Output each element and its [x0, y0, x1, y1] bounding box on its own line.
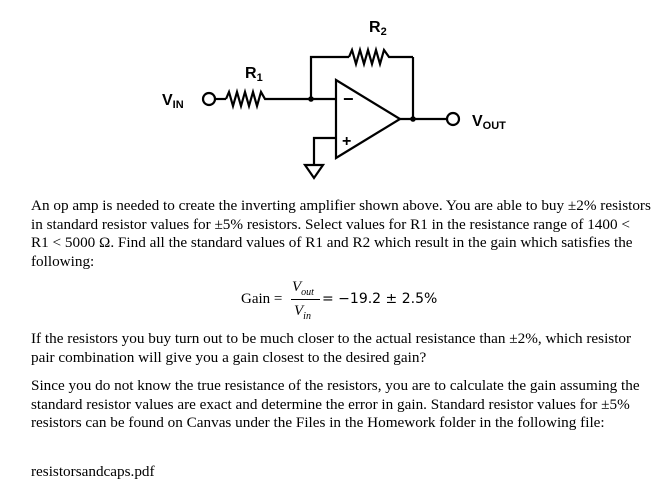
output-node-dot	[410, 116, 416, 122]
vout-terminal	[447, 113, 459, 125]
gain-label: Gain =	[241, 291, 283, 307]
r1-label: R1	[245, 65, 263, 84]
problem-instructions: Since you do not know the true resistance of the resistors, you are to calculate the gain assuming the standard resistor values are exact and determine the error in gain. Standard resistor values for ±5% resistors can be found on Canvas under the Files in the Homework folder in the following file:	[31, 377, 640, 431]
formula-denominator: $V_{in}$	[294, 303, 311, 322]
r2-resistor	[349, 50, 413, 64]
ground-icon	[305, 165, 323, 178]
plus-input-sign: +	[342, 133, 352, 150]
problem-question: If the resistors you buy turn out to be much closer to the actual resistance than ±2%, which resistor pair combination will give you a gain closest to the desired gain?	[31, 330, 632, 366]
vout-label: VOUT	[472, 113, 506, 132]
formula-numerator: $V_{out}$	[292, 279, 314, 298]
vin-terminal	[203, 93, 215, 105]
feedback-node-dot	[308, 96, 314, 102]
vin-label: VIN	[162, 92, 184, 111]
r2-label: R2	[369, 19, 387, 38]
r1-resistor	[226, 92, 274, 106]
fraction-bar	[291, 299, 320, 300]
formula-rhs: = −19.2 ± 2.5%	[322, 291, 438, 307]
plus-input-wire	[314, 138, 336, 165]
inverting-amplifier-schematic	[0, 0, 659, 190]
file-name: resistorsandcaps.pdf	[31, 463, 155, 480]
minus-input-sign: −	[343, 89, 354, 109]
problem-intro: An op amp is needed to create the inverting amplifier shown above. You are able to buy ±2% resistors in standard resistor values for ±5% resistors. Select values for R1 in the resistance range of 1400 < R1 < 5000 Ω. Find all the standard values of R1 and R2 which result in the gain which satisfies the following:	[31, 197, 651, 270]
